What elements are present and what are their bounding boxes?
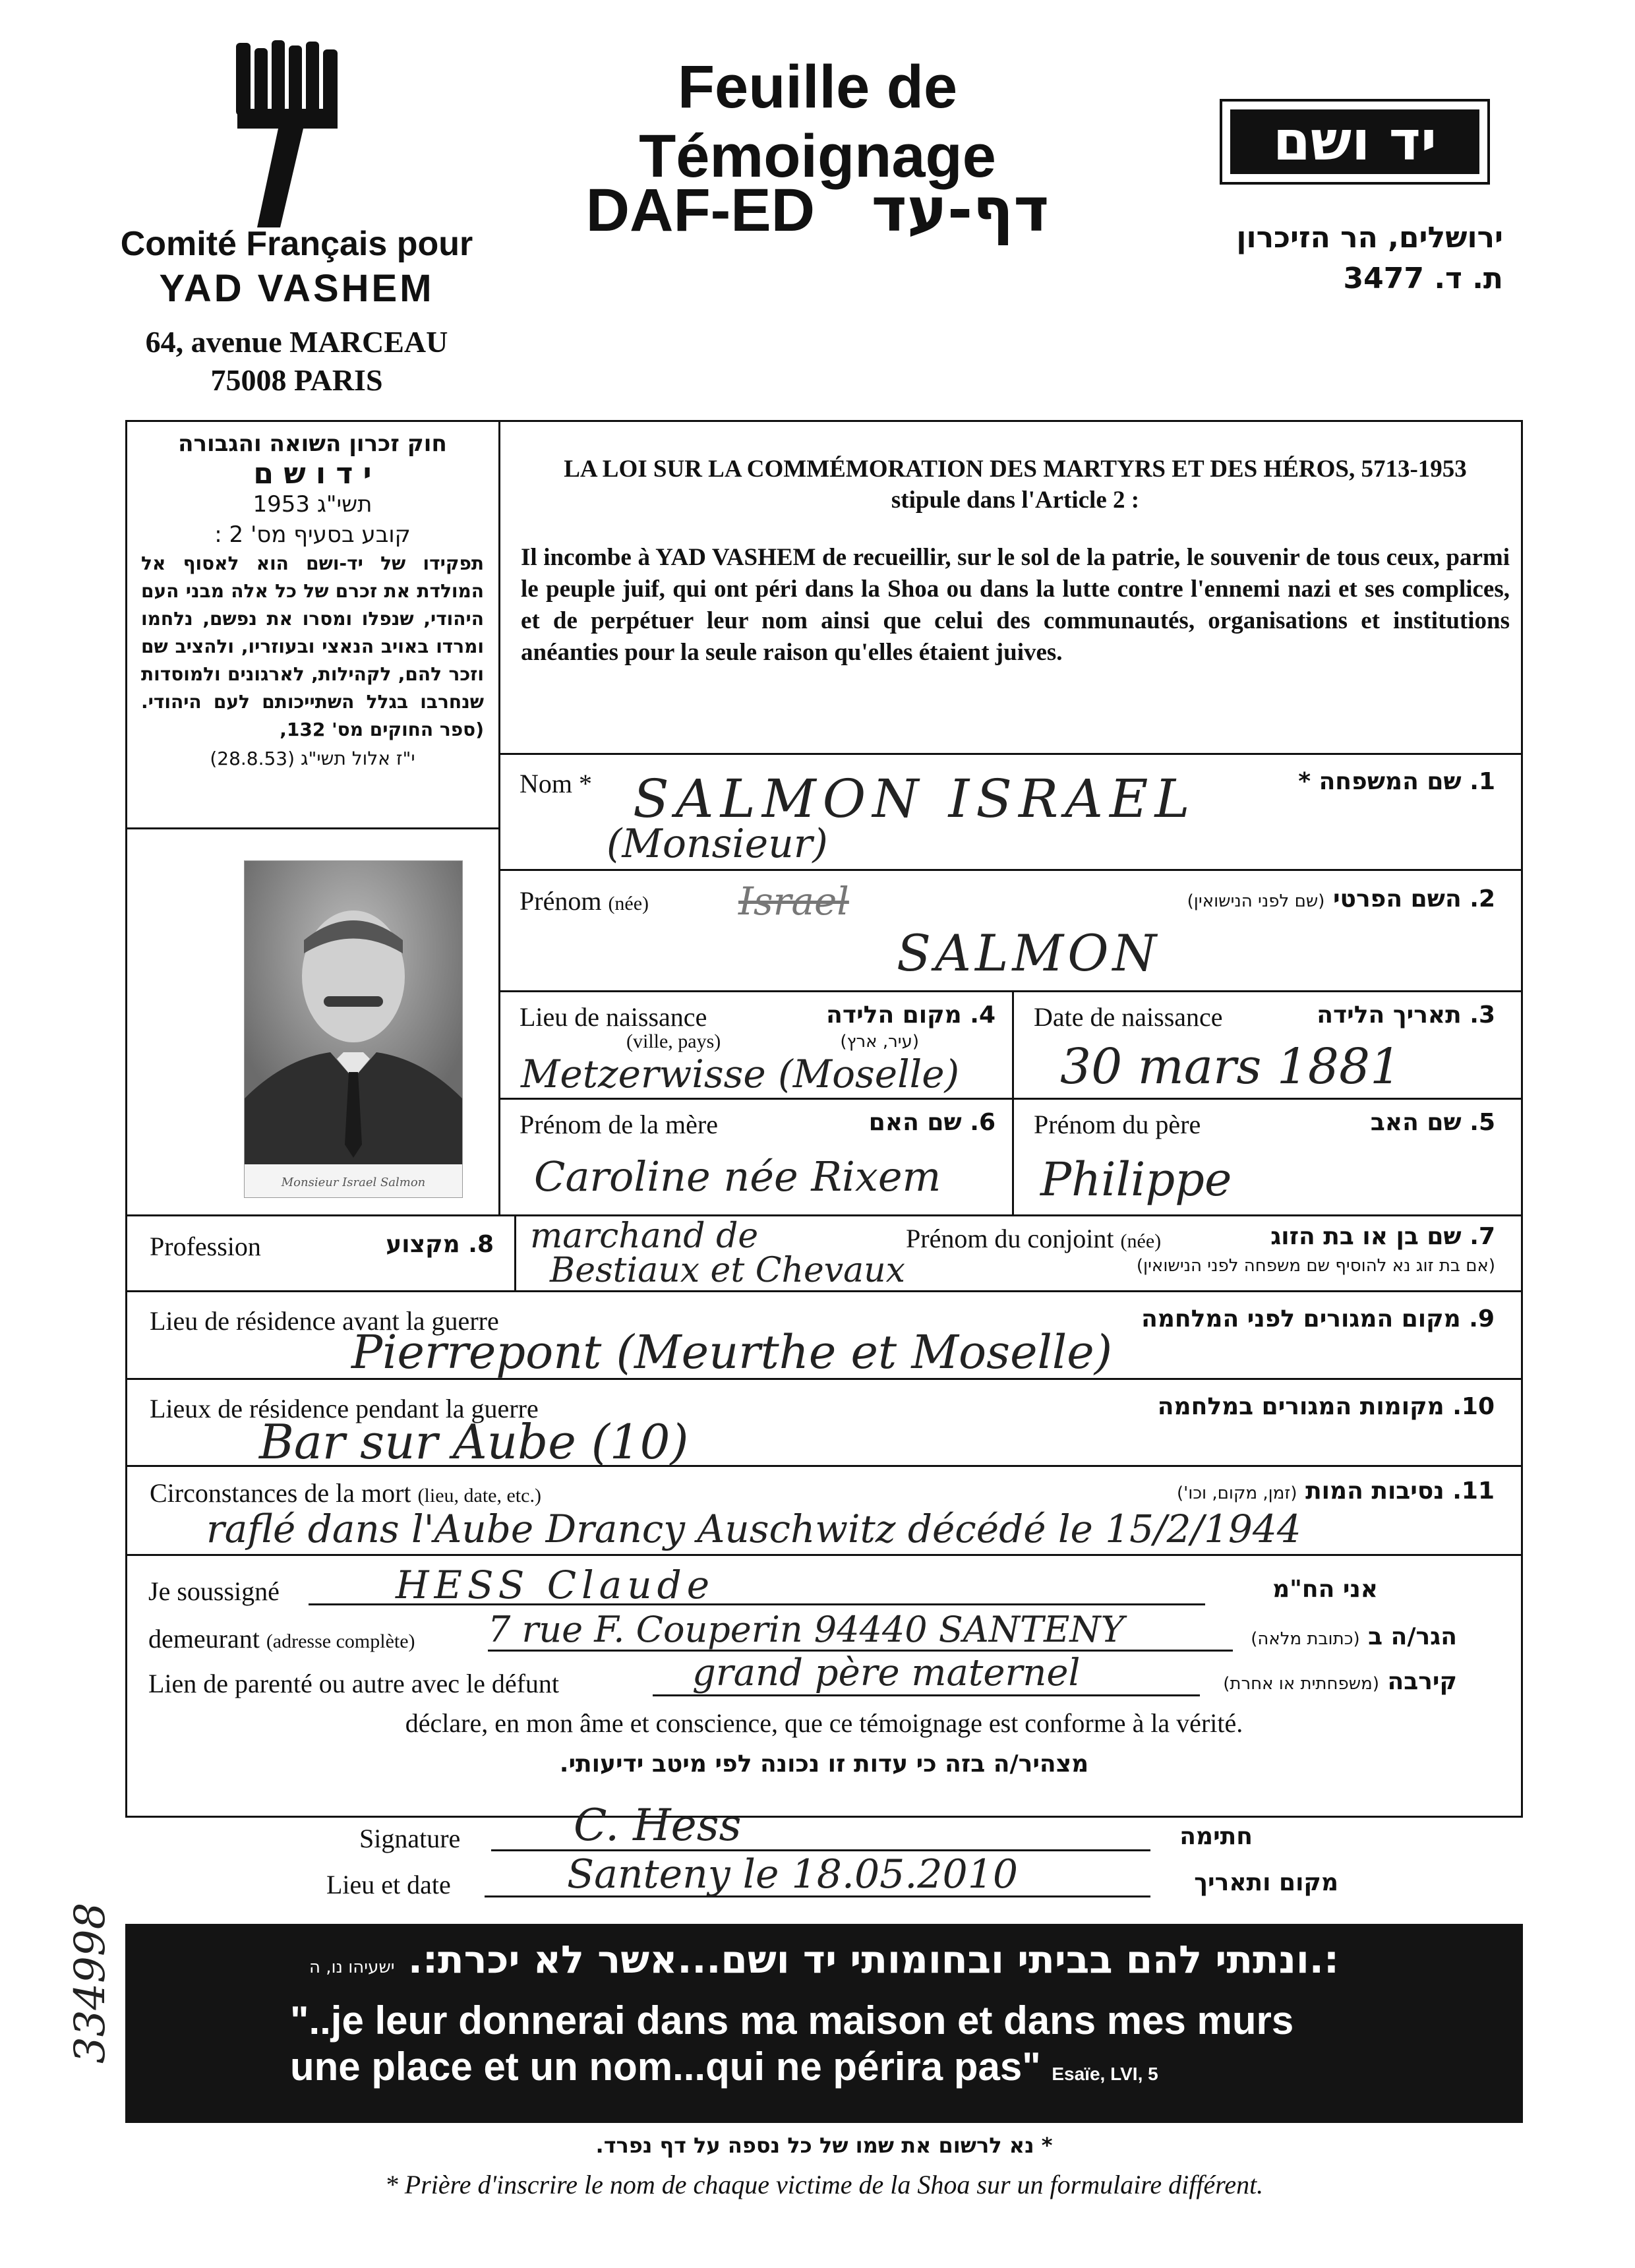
field-label: Date de naissance — [1034, 1002, 1223, 1032]
field-value: SALMON — [897, 924, 1161, 982]
field-prenom-pere[interactable] — [1014, 1100, 1522, 1213]
field-date-naissance[interactable] — [1014, 992, 1522, 1098]
lieu-date-label-he: מקום ותאריך — [1194, 1869, 1338, 1896]
field-label: Lieux de résidence pendant la guerre — [150, 1394, 539, 1423]
jerusalem-address: ירושלים, הר הזיכרון ת. ד. 3477 — [1236, 221, 1503, 295]
field-label-small: (ville, pays) — [626, 1030, 721, 1052]
field-label: Profession — [150, 1232, 261, 1261]
field-lieu-naissance[interactable] — [501, 992, 1011, 1098]
field-prenom[interactable] — [501, 871, 1522, 990]
footer-note-fr: * Prière d'inscrire le nom de chaque victime de la Shoa sur un formulaire différent. — [384, 2170, 1264, 2199]
photo-caption: Monsieur Israel Salmon — [281, 1176, 426, 1189]
field-label-he: 1. שם המשפחה * — [1298, 768, 1495, 795]
field-label-he-small: (עיר, ארץ) — [840, 1032, 919, 1052]
divider — [125, 1554, 1523, 1556]
demeurant-label: demeurant (adresse complète) — [148, 1624, 415, 1654]
field-value: Bar sur Aube (10) — [259, 1414, 689, 1470]
soussigne-label: Je soussigné — [148, 1576, 280, 1606]
field-label-he: 6. שם האם — [868, 1109, 996, 1136]
lien-label-he: קירבה (משפחתית או אחרת) — [1223, 1668, 1457, 1695]
soussigne-label-he: אני הח"מ — [1272, 1576, 1378, 1603]
lieu-date-value[interactable]: Santeny le 18.05.2010 — [567, 1851, 1019, 1897]
field-label: Lieu de résidence avant la guerre — [150, 1306, 499, 1336]
field-label: Prénom du père — [1034, 1110, 1201, 1139]
field-label-he: 11. נסיבות המות (זמן, מקום, וכו') — [1176, 1477, 1495, 1505]
field-label: Nom * — [520, 769, 592, 798]
field-label: Prénom de la mère — [520, 1110, 718, 1139]
field-label-he: 2. השם הפרטי (שם לפני הנישואין) — [1187, 885, 1495, 912]
committee-name: Comité Français pour YAD VASHEM — [120, 225, 473, 310]
field-value: Caroline née Rixem — [534, 1152, 941, 1201]
signature-label: Signature — [359, 1824, 461, 1853]
field-label-he-small: (אם בת זוג נא להוסיף שם משפחה לפני הנישואין) — [1136, 1256, 1495, 1276]
quote-banner — [125, 1924, 1523, 2123]
field-profession[interactable] — [127, 1216, 514, 1289]
lieu-date-label: Lieu et date — [326, 1870, 451, 1899]
field-label: Lieu de naissance — [520, 1002, 707, 1032]
profession-value-line2: Bestiaux et Chevaux — [550, 1251, 905, 1290]
field-note: (Monsieur) — [607, 821, 828, 867]
field-label-he: 5. שם האב — [1370, 1109, 1495, 1136]
field-label-he: 9. מקום המגורים לפני המלחמה — [1141, 1305, 1495, 1332]
yad-vashem-hebrew-logo: יד ושם — [1220, 99, 1490, 185]
signature-value[interactable]: C. Hess — [574, 1800, 742, 1851]
lien-value[interactable]: grand père maternel — [692, 1652, 1081, 1694]
victim-photo — [244, 860, 463, 1198]
lien-label: Lien de parenté ou autre avec le défunt — [148, 1669, 560, 1698]
field-circonstances[interactable] — [127, 1467, 1521, 1553]
divider — [514, 1214, 516, 1290]
divider — [125, 827, 500, 829]
page-title: Feuille de Témoignage — [639, 53, 996, 190]
field-value: 30 mars 1881 — [1060, 1038, 1402, 1095]
banner-french: "..je leur donnerai dans ma maison et dans mes murs une place et un nom...qui ne périra pas" Esaïe, LVI, 5 — [290, 1998, 1294, 2089]
declaration-text: déclare, en mon âme et conscience, que ce témoignage est conforme à la vérité. — [405, 1708, 1243, 1738]
field-residence-pendant[interactable] — [127, 1380, 1521, 1470]
law-hebrew: חוק זכרון השואה והגבורה י ד ו ש ם תשי"ג 1953 קובע בסעיף מס' 2 : תפקידו של יד-ושם הוא לאסוף אל המולדת את זכרם של כל אלה מבני העם היהודי, שנפלו ומסרו את נפשם, נלחמו ומרדו באויב הנאצי ובעוזריו, ולהציב שם וזכר להם, לקהילות, לארגונים ולמוסדות שנחרבו בגלל השתייכותם לעם היהודי. (ספר החוקים מס' 132, י"ז אלול תשי"ג (28.8.53) — [141, 431, 484, 769]
field-label-he: 8. מקצוע — [386, 1231, 494, 1258]
footer-note-he: * נא לרשום את שמו של כל נספה על דף נפרד. — [595, 2133, 1053, 2158]
field-label: Circonstances de la mort (lieu, date, etc.) — [150, 1478, 541, 1508]
field-prenom-mere[interactable] — [501, 1100, 1011, 1213]
field-conjoint[interactable] — [517, 1216, 1522, 1289]
yad-vashem-menorah-logo — [224, 36, 356, 234]
margin-stamp: 334998 — [66, 1902, 115, 2064]
soussigne-value[interactable]: HESS Claude — [396, 1563, 715, 1607]
field-label-he: 4. מקום הלידה — [826, 1001, 996, 1029]
field-value: Metzerwisse (Moselle) — [521, 1052, 960, 1096]
law-french: LA LOI SUR LA COMMÉMORATION DES MARTYRS ET DES HÉROS, 5713-1953 stipule dans l'Article 2 : Il incombe à YAD VASHEM de recueillir, sur le sol de la patrie, le souvenir de tous ceux, parmi le peuple juif, qui ont péri dans la Shoa ou dans la lutte contre l'ennemi nazi et ses complices, et de perpétuer leur nom ainsi que celui des communautés, organisations et institutions anéanties pour la seule raison qu'elles étaient juives. — [521, 456, 1510, 666]
divider — [498, 420, 500, 1214]
field-label: Prénom (née) — [520, 886, 649, 916]
field-nom[interactable] — [501, 755, 1522, 868]
committee-address: 64, avenue MARCEAU 75008 PARIS — [145, 325, 448, 397]
form-subtitle: DAF-ED דף-עד — [585, 175, 1050, 245]
field-label-he: 7. שם בן או בת הזוג — [1270, 1223, 1495, 1250]
field-value: Philippe — [1040, 1152, 1232, 1207]
field-label: Prénom du conjoint (née) — [906, 1224, 1162, 1253]
demeurant-label-he: הגר/ה ב (כתובת מלאה) — [1251, 1623, 1457, 1650]
field-value: raflé dans l'Aube Drancy Auschwitz décédé le 15/2/1944 — [206, 1507, 1301, 1551]
signature-label-he: חתימה — [1179, 1823, 1253, 1850]
field-label-he: 10. מקומות המגורים במלחמה — [1157, 1393, 1495, 1420]
field-value: Pierrepont (Meurthe et Moselle) — [351, 1325, 1113, 1379]
field-residence-avant[interactable] — [127, 1292, 1521, 1377]
field-value: SALMON ISRAEL — [633, 768, 1197, 829]
declaration-text-he: מצהיר/ה בזה כי עדות זו נכונה לפי מיטב ידיעותי. — [559, 1750, 1089, 1777]
field-label-he: 3. תאריך הלידה — [1317, 1001, 1495, 1029]
banner-hebrew: :.ונתתי להם בביתי ובחומותי יד ושם...אשר לא יכרת:. ישעיהו נו, ה — [309, 1937, 1340, 1982]
profession-value-line1: marchand de — [530, 1216, 759, 1256]
demeurant-value[interactable]: 7 rue F. Couperin 94440 SANTENY — [488, 1609, 1125, 1650]
field-struck-value: Israel — [738, 879, 849, 924]
lien-line — [653, 1694, 1200, 1696]
